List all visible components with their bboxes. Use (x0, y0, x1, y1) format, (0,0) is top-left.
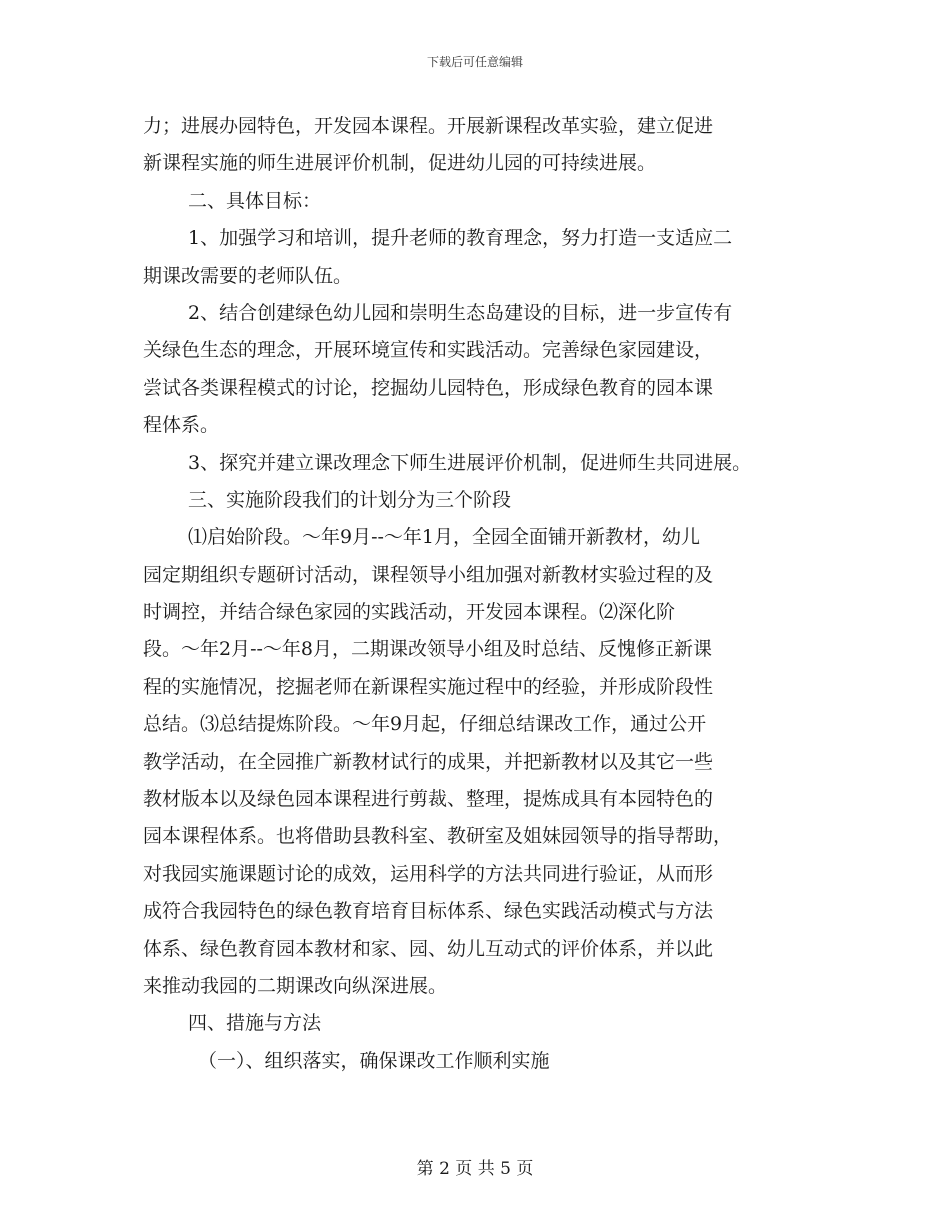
text-line: 1、加强学习和培训，提升老师的教育理念，努力打造一支适应二 (188, 227, 733, 250)
section-heading: 四、措施与方法 (188, 1012, 322, 1035)
section-heading: 二、具体目标： (188, 189, 322, 212)
text-line: ⑴启始阶段。～年9月--～年1月，全园全面铺开新教材，幼儿 (188, 526, 701, 549)
text-line: 关绿色生态的理念，开展环境宣传和实践活动。完善绿色家园建设， (143, 339, 714, 362)
document-body (143, 108, 833, 1080)
subsection-heading: （一）、组织落实，确保课改工作顺利实施 (198, 1049, 550, 1072)
text-line: 成符合我园特色的绿色教育培育目标体系、绿色实践活动模式与方法 (143, 900, 714, 923)
text-line: 来推动我园的二期课改向纵深进展。 (143, 974, 448, 997)
text-line: 教材版本以及绿色园本课程进行剪裁、整理，提炼成具有本园特色的 (143, 788, 714, 811)
page-header: 下载后可任意编辑 (426, 55, 523, 69)
text-line: 园本课程体系。也将借助县教科室、教研室及姐妹园领导的指导帮助， (143, 825, 733, 848)
text-line: 力；进展办园特色，开发园本课程。开展新课程改革实验，建立促进 (143, 115, 714, 137)
text-line: 2、结合创建绿色幼儿园和崇明生态岛建设的目标，进一步宣传有 (188, 301, 733, 324)
section-heading: 三、实施阶段我们的计划分为三个阶段 (188, 488, 512, 511)
text-line: 教学活动，在全园推广新教材试行的成果，并把新教材以及其它一些 (143, 750, 714, 773)
text-line: 期课改需要的老师队伍。 (143, 264, 353, 287)
text-line: 程的实施情况，挖掘老师在新课程实施过程中的经验，并形成阶段性 (143, 675, 714, 698)
page-number: 第 2 页 共 5 页 (416, 1159, 534, 1179)
text-line: 时调控，并结合绿色家园的实践活动，开发园本课程。⑵深化阶 (143, 601, 676, 624)
text-line: 对我园实施课题讨论的成效，运用科学的方法共同进行验证，从而形 (143, 862, 714, 885)
text-line: 体系、绿色教育园本教材和家、园、幼儿互动式的评价体系，并以此 (143, 937, 714, 960)
text-line: 总结。⑶总结提炼阶段。～年9月起，仔细总结课改工作，通过公开 (143, 713, 707, 736)
text-line: 新课程实施的师生进展评价机制，促进幼儿园的可持续进展。 (143, 152, 657, 175)
text-line: 段。～年2月--～年8月，二期课改领导小组及时总结、反愧修正新课 (143, 638, 713, 661)
text-line: 3、探究并建立课改理念下师生进展评价机制，促进师生共同进展。 (188, 451, 752, 474)
text-line: 园定期组织专题研讨活动，课程领导小组加强对新教材实验过程的及 (143, 563, 714, 586)
text-line: 尝试各类课程模式的讨论，挖掘幼儿园特色，形成绿色教育的园本课 (143, 376, 714, 399)
text-line: 程体系。 (143, 414, 220, 437)
